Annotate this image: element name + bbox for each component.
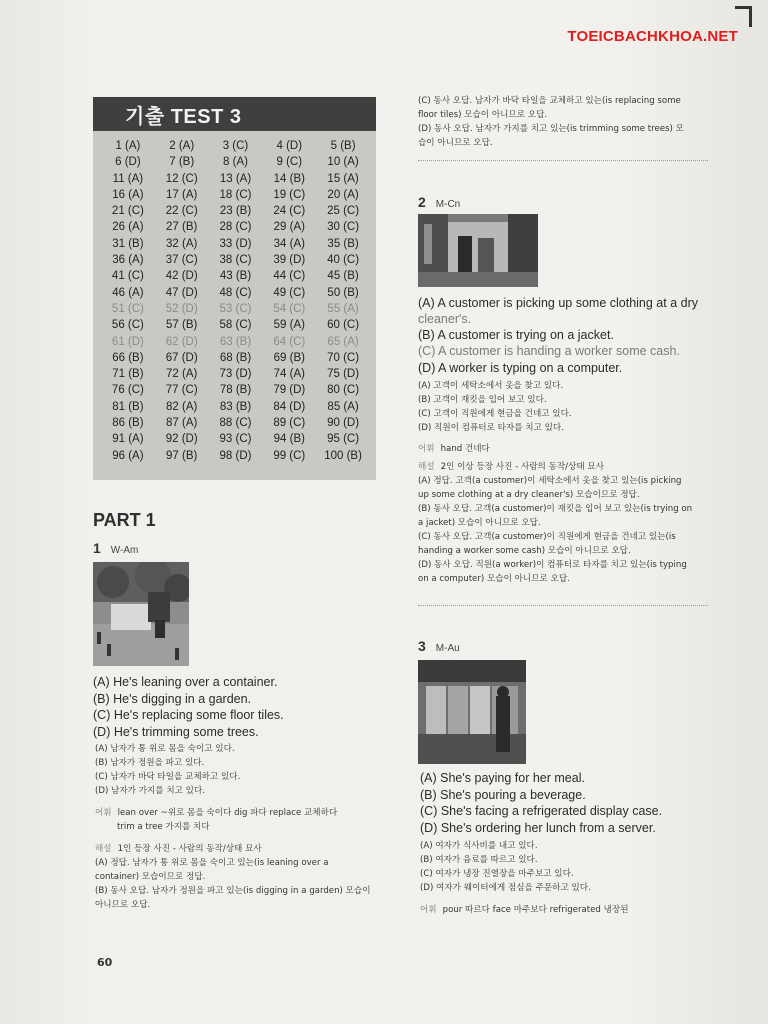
translation: (C) 고객이 직원에게 현금을 건네고 있다.	[418, 409, 572, 419]
explanation-line: on a computer) 모습이 아니므로 오답.	[418, 574, 570, 584]
question-1-vocab	[95, 806, 337, 834]
explanation-line: (B) 동사 오답. 고객(a customer)이 재킷을 입어 보고 있는(is trying on	[418, 504, 693, 514]
question-1-options	[93, 674, 284, 740]
answer-cell: 75 (D)	[327, 368, 360, 381]
explanation-line: (D) 동사 오답. 직원(a worker)이 컴퓨터로 타자를 치고 있는(is typing	[418, 560, 687, 570]
answer-cell: 84 (D)	[273, 400, 306, 413]
answer-key-title: 기출 TEST 3	[93, 97, 376, 131]
option: cleaner's.	[418, 311, 472, 326]
translation: (D) 여자가 웨이터에게 점심을 주문하고 있다.	[420, 883, 591, 893]
option: (C) He's replacing some floor tiles.	[93, 708, 284, 722]
vocab-label: 어휘	[418, 444, 435, 454]
answer-cell: 38 (C)	[219, 254, 252, 267]
explanation-label: 해설	[418, 462, 435, 472]
answer-cell: 32 (A)	[166, 237, 198, 250]
answer-cell: 10 (A)	[327, 156, 359, 169]
vocab-line: hand 건네다	[440, 444, 490, 454]
answer-cell: 34 (A)	[273, 237, 305, 250]
question-2-translations	[418, 379, 572, 435]
answer-cell: 66 (B)	[112, 351, 144, 364]
translation: (C) 여자가 냉장 진열장을 마주보고 있다.	[420, 869, 574, 879]
speaker-label: W-Am	[110, 545, 139, 556]
answer-cell: 30 (C)	[327, 221, 360, 234]
question-3-translations	[420, 839, 591, 895]
answer-cell: 1 (A)	[115, 140, 141, 152]
answer-cell: 76 (C)	[111, 384, 144, 397]
translation: (B) 여자가 음료를 따르고 있다.	[420, 855, 538, 865]
explanation-line: 습이 아니므로 오답.	[418, 138, 493, 148]
answer-cell: 46 (A)	[112, 286, 144, 299]
answer-cell: 96 (A)	[112, 449, 144, 462]
answer-cell: 6 (D)	[115, 156, 141, 169]
option: (B) A customer is trying on a jacket.	[418, 327, 614, 342]
question-3-header	[418, 638, 460, 654]
answer-cell: 28 (C)	[219, 221, 252, 234]
option: (D) A worker is typing on a computer.	[418, 360, 623, 375]
answer-cell: 58 (C)	[219, 319, 252, 332]
speaker-label: M-Au	[435, 643, 460, 654]
option: (C) A customer is handing a worker some cash.	[418, 344, 680, 358]
answer-cell: 36 (A)	[112, 254, 144, 267]
answer-cell: 39 (D)	[273, 254, 306, 267]
answer-cell: 22 (C)	[165, 205, 198, 218]
answer-cell: 57 (B)	[166, 319, 198, 332]
answer-cell: 18 (C)	[219, 188, 252, 201]
answer-cell: 73 (D)	[219, 368, 252, 381]
answer-cell: 44 (C)	[273, 270, 306, 283]
question-3-vocab	[420, 903, 629, 917]
question-1-explanation	[95, 842, 371, 912]
answer-cell: 81 (B)	[112, 400, 144, 413]
answer-key	[93, 97, 376, 480]
explanation-line: floor tiles) 모습이 아니므로 오답.	[418, 110, 548, 120]
option: (C) She's facing a refrigerated display case.	[420, 804, 663, 818]
translation: (B) 남자가 정원을 파고 있다.	[95, 758, 205, 768]
answer-cell: 65 (A)	[327, 335, 359, 348]
explanation-line: (C) 동사 오답. 남자가 바닥 타일을 교체하고 있는(is replacing some	[418, 96, 681, 106]
explanation-label: 해설	[95, 844, 112, 854]
explanation-line: 아니므로 오답.	[95, 900, 151, 910]
answer-cell: 61 (D)	[111, 335, 144, 348]
answer-cell: 47 (D)	[165, 286, 198, 299]
answer-cell: 72 (A)	[166, 368, 198, 381]
question-2-header	[418, 194, 460, 210]
question-3-photo	[418, 660, 526, 764]
explanation-line: handing a worker some cash) 모습이 아니므로 오답.	[418, 546, 631, 556]
answer-cell: 79 (D)	[273, 384, 306, 397]
explanation-line: (A) 정답. 고객(a customer)이 세탁소에서 옷을 찾고 있는(is picking	[418, 476, 682, 486]
translation: (B) 고객이 재킷을 입어 보고 있다.	[418, 395, 547, 405]
answer-cell: 17 (A)	[166, 188, 198, 201]
answer-cell: 94 (B)	[273, 433, 305, 446]
answer-cell: 7 (B)	[169, 156, 195, 169]
answer-cell: 27 (B)	[166, 221, 198, 234]
answer-cell: 20 (A)	[327, 188, 359, 201]
answer-cell: 12 (C)	[165, 172, 198, 185]
explanation-line: (C) 동사 오답. 고객(a customer)이 직원에게 현금을 건네고 있는(is	[418, 532, 676, 542]
question-1-photo	[93, 562, 189, 666]
option: (D) She's ordering her lunch from a server.	[420, 820, 656, 835]
explanation-line: container) 모습이므로 정답.	[95, 872, 206, 882]
translation: (A) 고객이 세탁소에서 옷을 찾고 있다.	[418, 381, 564, 391]
question-1-translations	[95, 742, 240, 798]
answer-cell: 97 (B)	[166, 449, 198, 462]
answer-cell: 56 (C)	[111, 319, 144, 332]
answer-cell: 86 (B)	[112, 417, 144, 430]
translation: (C) 남자가 바닥 타일을 교체하고 있다.	[95, 772, 241, 782]
answer-cell: 78 (B)	[219, 384, 252, 397]
answer-cell: 35 (B)	[327, 237, 359, 250]
vocab-line: pour 따르다 face 마주보다 refrigerated 냉장된	[442, 905, 629, 915]
brand-watermark: TOEICBACHKHOA.NET	[567, 28, 738, 45]
answer-cell: 4 (D)	[276, 140, 303, 152]
answer-cell: 90 (D)	[327, 417, 360, 430]
answer-cell: 19 (C)	[273, 188, 306, 201]
vocab-label: 어휘	[95, 808, 112, 818]
question-1-header	[93, 540, 138, 556]
answer-cell: 9 (C)	[276, 156, 303, 169]
answer-cell: 24 (C)	[273, 205, 306, 218]
answer-cell: 26 (A)	[112, 221, 144, 234]
answer-cell: 99 (C)	[273, 449, 306, 462]
question-number: 2	[418, 194, 426, 210]
answer-cell: 25 (C)	[327, 205, 360, 218]
answer-cell: 70 (C)	[327, 351, 360, 364]
question-number: 3	[418, 638, 426, 654]
answer-cell: 51 (C)	[111, 302, 144, 315]
answer-cell: 63 (B)	[219, 335, 252, 348]
question-number: 1	[93, 540, 101, 556]
answer-cell: 2 (A)	[169, 140, 195, 152]
explanation-title: 1인 등장 사진 - 사람의 동작/상태 묘사	[117, 844, 262, 854]
question-2-options	[418, 295, 698, 376]
answer-cell: 89 (C)	[273, 417, 306, 430]
answer-cell: 37 (C)	[165, 254, 198, 267]
answer-cell: 13 (A)	[219, 172, 252, 185]
answer-cell: 21 (C)	[111, 205, 144, 218]
answer-cell: 95 (C)	[327, 433, 360, 446]
answer-cell: 33 (D)	[219, 237, 252, 250]
divider	[418, 605, 708, 606]
explanation-line: (D) 동사 오답. 남자가 가지를 치고 있는(is trimming some trees) 모	[418, 124, 684, 134]
explanation-line: a jacket) 모습이 아니므로 오답.	[418, 518, 541, 528]
answer-cell: 15 (A)	[327, 172, 359, 185]
answer-cell: 8 (A)	[223, 156, 248, 169]
explanation-line: up some clothing at a dry cleaner's) 모습이므로 정답.	[418, 490, 640, 500]
answer-cell: 49 (C)	[273, 286, 306, 299]
option: (A) A customer is picking up some clothing at a dry	[418, 296, 698, 310]
answer-cell: 42 (D)	[165, 270, 198, 283]
answer-cell: 62 (D)	[165, 335, 198, 348]
vocab-label: 어휘	[420, 905, 437, 915]
answer-cell: 67 (D)	[165, 351, 198, 364]
answer-key-grid	[93, 131, 376, 463]
answer-cell: 14 (B)	[273, 172, 305, 185]
answer-cell: 64 (C)	[273, 335, 306, 348]
translation: (A) 남자가 통 위로 몸을 숙이고 있다.	[95, 744, 235, 754]
answer-cell: 100 (B)	[324, 449, 362, 462]
option: (A) He's leaning over a container.	[93, 675, 278, 689]
answer-cell: 11 (A)	[112, 172, 144, 185]
answer-cell: 60 (C)	[327, 319, 360, 332]
answer-cell: 92 (D)	[165, 433, 198, 446]
page-number: 60	[97, 956, 113, 969]
answer-cell: 83 (B)	[219, 400, 252, 413]
answer-cell: 71 (B)	[112, 368, 144, 381]
answer-cell: 48 (C)	[219, 286, 252, 299]
answer-cell: 40 (C)	[327, 254, 360, 267]
translation: (A) 여자가 식사비를 내고 있다.	[420, 841, 538, 851]
option: (B) He's digging in a garden.	[93, 691, 252, 706]
vocab-line: trim a tree 가지를 치다	[117, 822, 210, 832]
question-2-photo	[418, 214, 538, 287]
answer-cell: 59 (A)	[273, 319, 305, 332]
answer-cell: 29 (A)	[273, 221, 305, 234]
corner-mark	[735, 6, 752, 27]
answer-cell: 45 (B)	[327, 270, 359, 283]
question-2-explanation	[418, 460, 692, 586]
answer-cell: 5 (B)	[330, 140, 356, 152]
answer-cell: 3 (C)	[222, 140, 249, 152]
option: (D) He's trimming some trees.	[93, 724, 259, 739]
question-1-explanation-continued	[418, 94, 684, 150]
answer-cell: 88 (C)	[219, 417, 252, 430]
answer-cell: 43 (B)	[219, 270, 252, 283]
answer-cell: 69 (B)	[273, 351, 305, 364]
option: (B) She's pouring a beverage.	[420, 787, 586, 802]
answer-cell: 98 (D)	[219, 449, 252, 462]
translation: (D) 남자가 가지를 치고 있다.	[95, 786, 205, 796]
answer-cell: 82 (A)	[166, 400, 198, 413]
translation: (D) 직원이 컴퓨터로 타자를 치고 있다.	[418, 423, 564, 433]
explanation-line: (B) 동사 오답. 남자가 정원을 파고 있는(is digging in a garden) 모습이	[95, 886, 371, 896]
answer-cell: 41 (C)	[111, 270, 144, 283]
answer-cell: 68 (B)	[219, 351, 252, 364]
speaker-label: M-Cn	[435, 199, 461, 210]
answer-cell: 91 (A)	[112, 433, 144, 446]
answer-cell: 74 (A)	[273, 368, 305, 381]
answer-cell: 55 (A)	[327, 302, 359, 315]
question-3-options	[420, 770, 662, 836]
answer-cell: 53 (C)	[219, 302, 252, 315]
explanation-title: 2인 이상 등장 사진 - 사람의 동작/상태 묘사	[440, 462, 605, 472]
divider	[418, 160, 708, 161]
answer-cell: 16 (A)	[112, 188, 144, 201]
part-title: PART 1	[93, 510, 156, 530]
answer-cell: 87 (A)	[166, 417, 198, 430]
answer-cell: 52 (D)	[165, 302, 198, 315]
answer-cell: 93 (C)	[219, 433, 252, 446]
answer-cell: 80 (C)	[327, 384, 360, 397]
answer-cell: 23 (B)	[219, 205, 252, 218]
question-2-vocab	[418, 442, 490, 456]
answer-cell: 31 (B)	[112, 237, 144, 250]
option: (A) She's paying for her meal.	[420, 771, 585, 785]
vocab-line: lean over ~위로 몸을 숙이다 dig 파다 replace 교체하다	[117, 808, 338, 818]
answer-cell: 50 (B)	[327, 286, 359, 299]
answer-cell: 77 (C)	[165, 384, 198, 397]
explanation-line: (A) 정답. 남자가 통 위로 몸을 숙이고 있는(is leaning over a	[95, 858, 329, 868]
answer-cell: 85 (A)	[327, 400, 359, 413]
answer-cell: 54 (C)	[273, 302, 306, 315]
